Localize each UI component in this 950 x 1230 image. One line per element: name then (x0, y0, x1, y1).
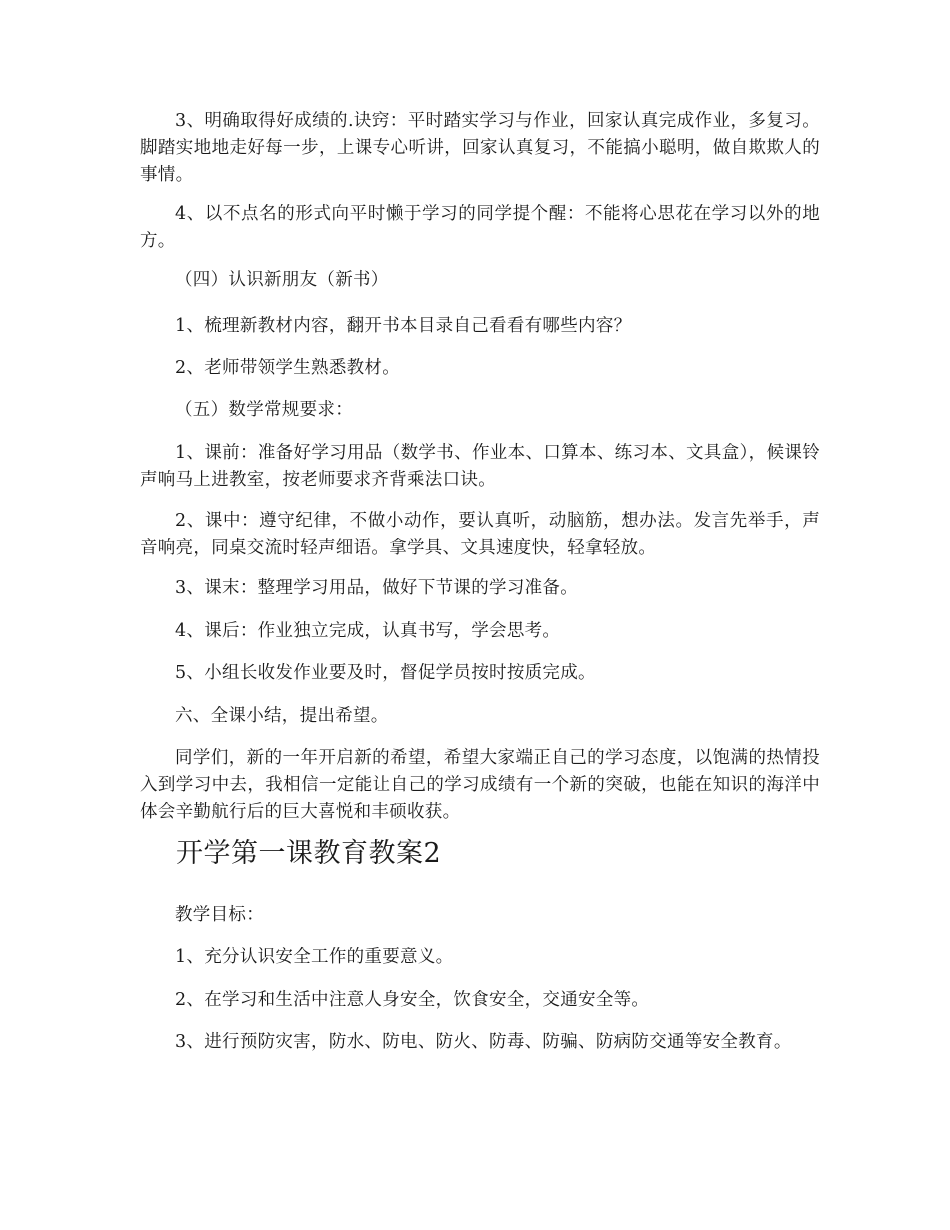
paragraph-goal-2: 2、在学习和生活中注意人身安全，饮食安全，交通安全等。 (175, 990, 650, 1010)
paragraph-goal-1: 1、充分认识安全工作的重要意义。 (175, 947, 454, 967)
paragraph-before-class: 1、课前：准备好学习用品（数学书、作业本、口算本、练习本、文具盒），候课铃声响马上进教室，按老师要求齐背乘法口诀。 (140, 443, 820, 490)
paragraph-goal-3: 3、进行预防灾害，防水、防电、防火、防毒、防骗、防病防交通等安全教育。 (175, 1032, 792, 1052)
paragraph-textbook-review: 1、梳理新教材内容，翻开书本目录自己看看有哪些内容？ (175, 316, 632, 336)
paragraph-group-leader: 5、小组长收发作业要及时，督促学员按时按质完成。 (175, 663, 596, 683)
paragraph-after-class: 4、课后：作业独立完成，认真书写，学会思考。 (175, 621, 561, 641)
paragraph-summary: 六、全课小结，提出希望。 (175, 706, 389, 726)
section-heading-math-rules: （五）数学常规要求： (175, 400, 353, 420)
paragraph-end-of-class: 3、课末：整理学习用品，做好下节课的学习准备。 (175, 578, 579, 598)
heading-lesson-plan-2: 开学第一课教育教案2 (176, 838, 442, 869)
paragraph-study-tips: 3、明确取得好成绩的.诀窍：平时踏实学习与作业，回家认真完成作业，多复习。脚踏实地地走好每一步，上课专心听讲，回家认真复习，不能搞小聪明，做自欺欺人的事情。 (140, 111, 820, 185)
paragraph-closing: 同学们，新的一年开启新的希望，希望大家端正自己的学习态度，以饱满的热情投入到学习中去，我相信一定能让自己的学习成绩有一个新的突破，也能在知识的海洋中体会辛勤航行后的巨大喜悦和丰硕收获。 (140, 748, 820, 822)
paragraph-teacher-guide: 2、老师带领学生熟悉教材。 (175, 358, 401, 378)
section-heading-new-books: （四）认识新朋友（新书） (175, 270, 389, 290)
paragraph-during-class: 2、课中：遵守纪律，不做小动作，要认真听，动脑筋，想办法。发言先举手，声音响亮，同桌交流时轻声细语。拿学具、文具速度快，轻拿轻放。 (140, 511, 820, 558)
paragraph-teaching-goals: 教学目标： (175, 905, 264, 925)
paragraph-reminder: 4、以不点名的形式向平时懒于学习的同学提个醒：不能将心思花在学习以外的地方。 (140, 204, 820, 251)
